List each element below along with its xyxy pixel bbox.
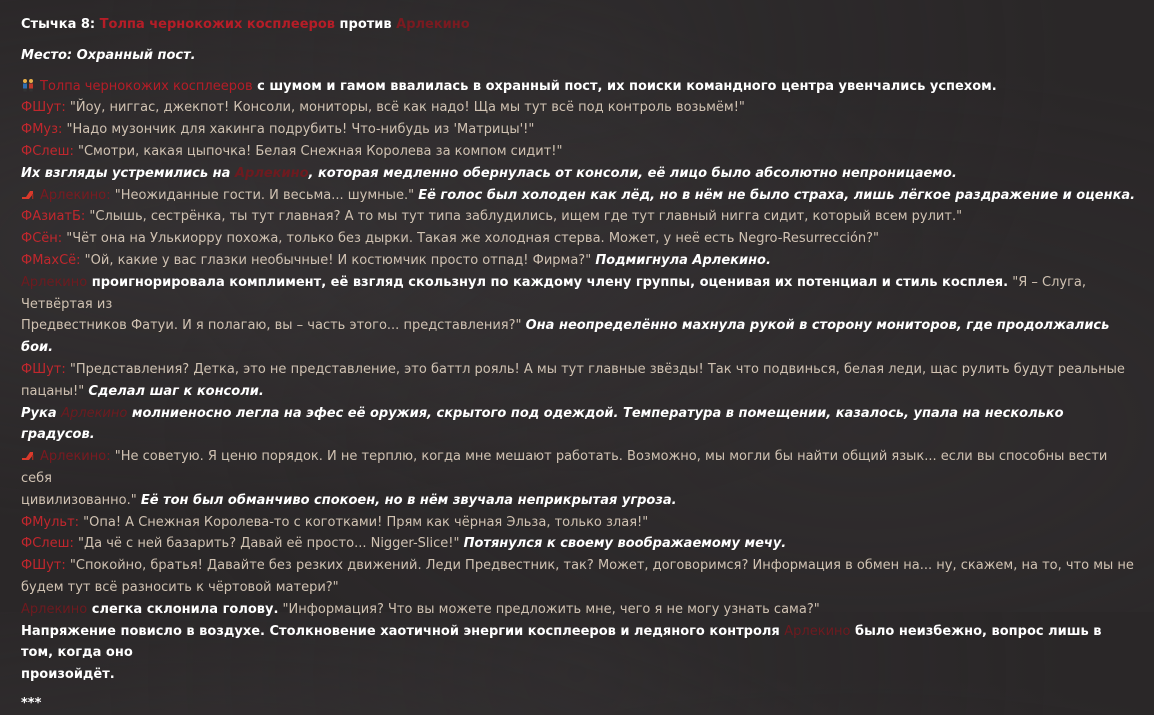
line-fslesh-2: ФСлеш: "Да чё с ней базарить? Давай её просто... Nigger-Slice!" Потянулся к своему воображаемому мечу.	[21, 536, 787, 552]
line-fshut-2: ФШут: "Представления? Детка, это не представление, это баттл рояль! А мы тут главные звёзды! Так что подвинься, белая леди, щас рулить будут реальные пацаны!" Сделал шаг к консоли.	[21, 361, 1125, 399]
end-marker: ***	[21, 695, 42, 711]
line-fmuz: ФМуз: "Надо музончик для хакинга подрубить! Что-нибудь из 'Матрицы'!"	[21, 122, 535, 138]
line-arlecchino-1: Арлекино: "Неожиданные гости. И весьма... шумные." Её голос был холоден как лёд, но в нём не было страха, лишь лёгкое раздражение и оценка.	[21, 185, 1136, 207]
line-crowd-entry: Толпа чернокожих косплееров с шумом и гамом ввалилась в охранный пост, их поиски командного центра увенчались успехом.	[21, 76, 1136, 98]
line-fshut-1: ФШут: "Йоу, ниггас, джекпот! Консоли, мониторы, всё как надо! Ща мы тут всё под контроль возьмём!"	[21, 100, 745, 116]
line-fmakhsyo: ФМахСё: "Ой, какие у вас глазки необычные! И костюмчик просто отпад! Фирма?" Подмигнула Арлекино.	[21, 252, 771, 268]
people-icon	[21, 78, 35, 92]
line-fshut-3: ФШут: "Спокойно, братья! Давайте без резких движений. Леди Предвестник, так? Может, договоримся? Информация в обмен на... ну, скажем, на то, что мы не будем тут всё разносить к чёртовой матери?"	[21, 558, 1134, 595]
place-line: Место: Охранный пост.	[21, 47, 196, 63]
line-narration-2: Рука Арлекино молниеносно легла на эфес её оружия, скрытого под одеждой. Температура в помещении, казалось, упала на несколько градусов.	[21, 405, 1064, 443]
line-arlecchino-3: Арлекино: "Не советую. Я ценю порядок. И не терплю, когда мне мешают работать. Возможно, мы могли бы найти общий язык... если вы способны вести себя цивилизованно." Её тон был обманчиво спокоен, но в нём звучала неприкрытая угроза.	[21, 449, 1108, 508]
line-fsyon: ФСён: "Чёт она на Улькиорру похожа, только без дырки. Такая же холодная стерва. Может, у неё есть Negro-Resurrección?"	[21, 231, 880, 247]
line-arlecchino-4: Арлекино слегка склонила голову. "Информация? Что вы можете предложить мне, чего я не могу узнать сама?"	[21, 601, 820, 617]
line-fmult: ФМульт: "Опа! А Снежная Королева-то с коготками! Прям как чёрная Эльза, только злая!"	[21, 514, 649, 530]
line-arlecchino-2: Арлекино проигнорировала комплимент, её взгляд скользнул по каждому члену группы, оценивая их потенциал и стиль косплея. "Я – Слуга, Четвёртая из Предвестников Фатуи. И я полагаю, вы – часть этого... представления?" Она неопределённо махнула рукой в сторону мониторов, где продолжались бои.	[21, 274, 1110, 356]
line-narration-3: Напряжение повисло в воздухе. Столкновение хаотичной энергии косплееров и ледяного контроля Арлекино было неизбежно, вопрос лишь в том, когда оно произойдёт.	[21, 623, 1102, 683]
line-faziatb: ФАзиатБ: "Слышь, сестрёнка, ты тут главная? А то мы тут типа заблудились, ищем где тут главный нигга сидит, который всем рулит."	[21, 209, 963, 225]
line-narration-1: Их взгляды устремились на Арлекино, которая медленно обернулась от консоли, её лицо было абсолютно непроницаемо.	[21, 165, 957, 181]
high-heel-icon	[21, 448, 35, 462]
line-fslesh-1: ФСлеш: "Смотри, какая цыпочка! Белая Снежная Королева за компом сидит!"	[21, 143, 563, 159]
story-text	[21, 14, 1136, 715]
skirmish-header: Стычка 8: Толпа чернокожих косплееров против Арлекино	[21, 17, 470, 32]
high-heel-icon	[21, 187, 35, 201]
